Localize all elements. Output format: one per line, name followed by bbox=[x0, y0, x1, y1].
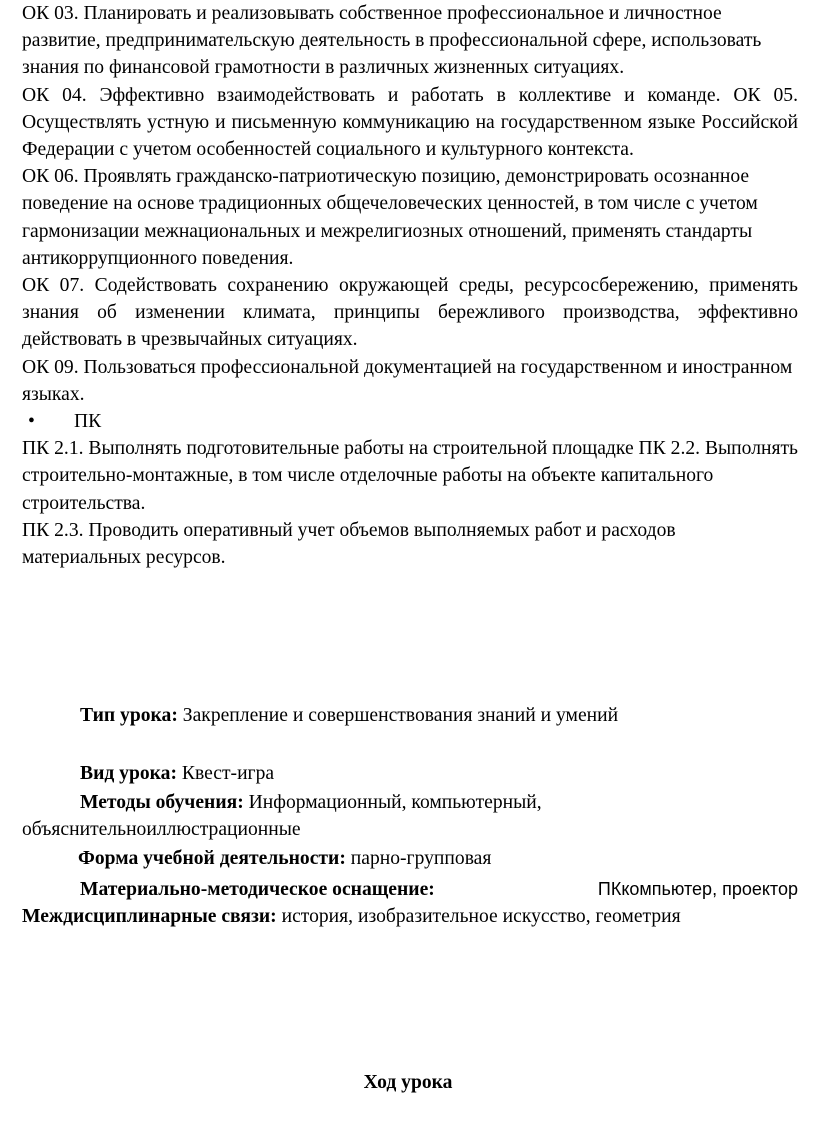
lesson-equipment-value: ПКкомпьютер, проектор bbox=[597, 879, 798, 899]
competencies-block bbox=[22, 0, 798, 571]
lesson-kind-label: Вид урока: bbox=[80, 763, 177, 784]
competency-ok09: ОК 09. Пользоваться профессиональной документацией на государственном и иностранном языках. bbox=[22, 356, 793, 405]
lesson-type-label: Тип урока: bbox=[80, 705, 178, 726]
competency-ok06: ОК 06. Проявлять гражданско-патриотическую позицию, демонстрировать осознанное поведение на основе традиционных общечеловеческих ценностей, в том числе с учетом гармонизации межнациональных и межрелигиозных отношений, применять стандарты антикоррупционного поведения. bbox=[22, 166, 758, 269]
lesson-form bbox=[22, 845, 798, 872]
pk-bullet-heading bbox=[22, 408, 798, 435]
lesson-form-value: парно-групповая bbox=[350, 848, 492, 869]
section-heading-lesson-progress: Ход урока bbox=[363, 1072, 453, 1093]
lesson-interdisciplinary bbox=[22, 903, 798, 930]
lesson-type bbox=[22, 702, 798, 729]
pk-heading: ПК bbox=[74, 411, 102, 433]
lesson-methods-continued bbox=[22, 816, 798, 843]
lesson-methods-value-line2: объяснительноиллюстрационные bbox=[22, 819, 301, 840]
competency-ok04-ok05: ОК 04. Эффективно взаимодействовать и работать в коллективе и команде. ОК 05. Осуществлять устную и письменную коммуникацию на государственном языке Российской Федерации с учетом особенностей социального и культурного контекста. bbox=[22, 84, 798, 161]
bullet-icon: • bbox=[28, 411, 35, 433]
lesson-type-value: Закрепление и совершенствования знаний и умений bbox=[182, 705, 619, 726]
lesson-methods-label: Методы обучения: bbox=[80, 792, 244, 813]
competency-pk21-pk22: ПК 2.1. Выполнять подготовительные работы на строительной площадке ПК 2.2. Выполнять строительно-монтажные, в том числе отделочные работы на объекте капитального строительства. bbox=[22, 438, 798, 514]
lesson-methods bbox=[22, 789, 798, 816]
lesson-kind bbox=[22, 760, 798, 787]
competency-ok07: ОК 07. Содействовать сохранению окружающей среды, ресурсосбережению, применять знания об изменении климата, принципы бережливого производства, эффективно действовать в чрезвычайных ситуациях. bbox=[22, 275, 798, 351]
competency-ok03: ОК 03. Планировать и реализовывать собственное профессиональное и личностное развитие, предпринимательскую деятельность в профессиональной сфере, использовать знания по финансовой грамотности в различных жизненных ситуациях. bbox=[22, 3, 762, 79]
lesson-interdisciplinary-label: Междисциплинарные связи: bbox=[22, 906, 277, 927]
lesson-interdisciplinary-value: история, изобразительное искусство, геометрия bbox=[281, 906, 681, 927]
competency-pk23: ПК 2.3. Проводить оперативный учет объемов выполняемых работ и расходов материальных ресурсов. bbox=[22, 519, 676, 569]
lesson-methods-value-line1: Информационный, компьютерный, bbox=[248, 792, 542, 813]
lesson-equipment bbox=[22, 876, 798, 903]
lesson-kind-value: Квест-игра bbox=[181, 763, 275, 784]
lesson-equipment-label: Материально-методическое оснащение: bbox=[80, 879, 435, 900]
lesson-form-label: Форма учебной деятельности: bbox=[78, 848, 346, 869]
